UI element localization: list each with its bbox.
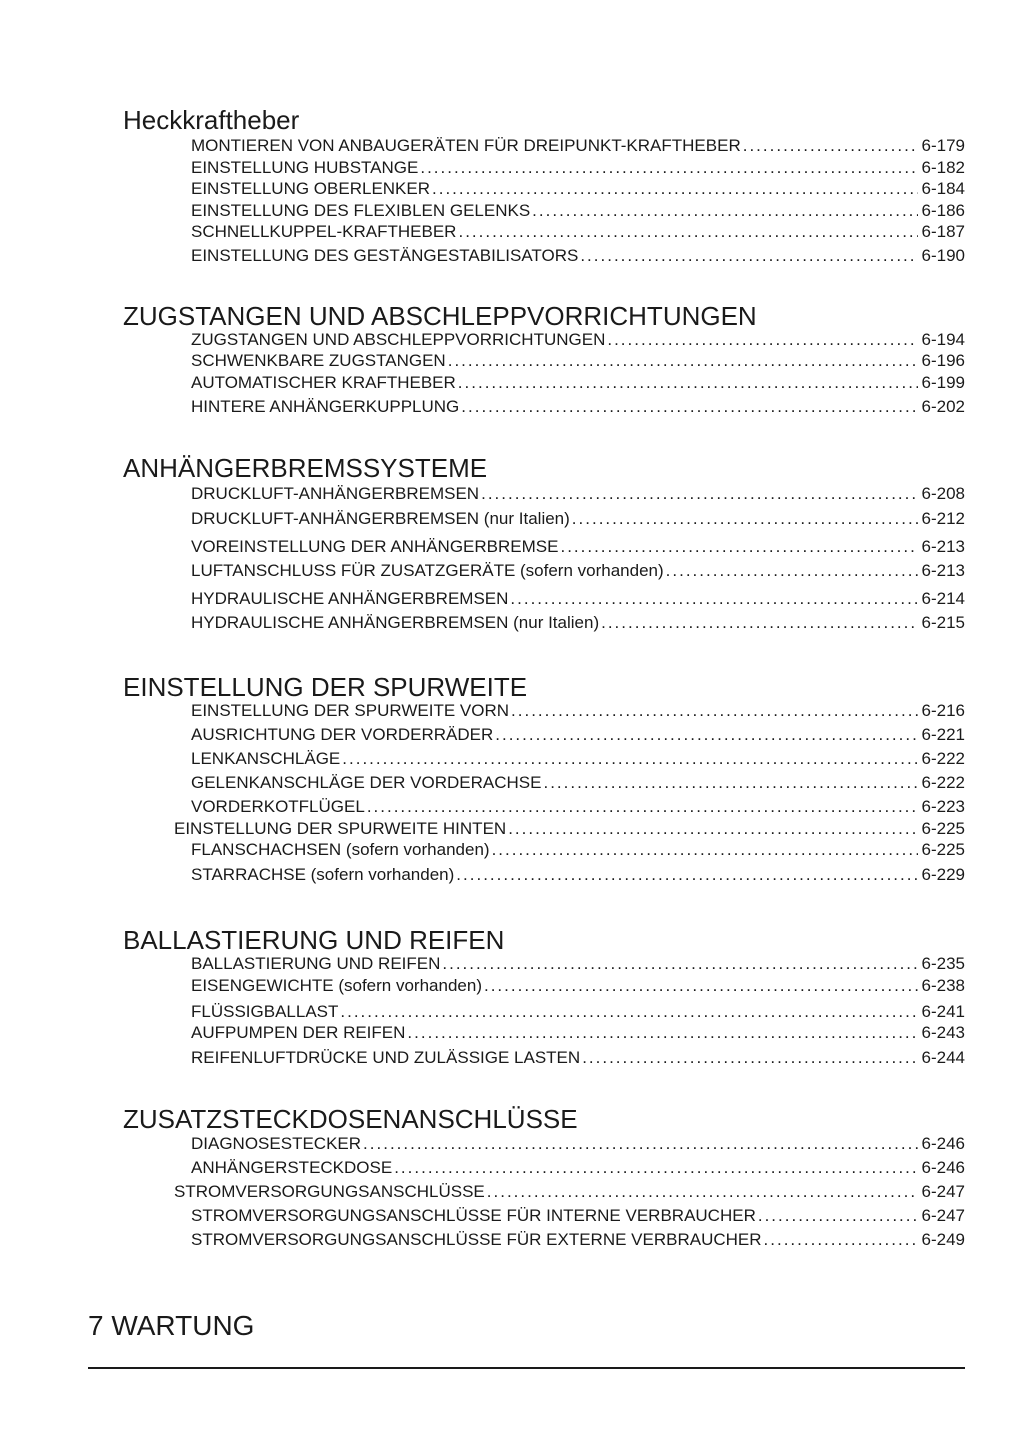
dot-leader: [764, 1229, 918, 1251]
toc-entry-label: STARRACHSE (sofern vorhanden): [191, 865, 455, 884]
toc-entry-page: 6-225: [921, 819, 965, 838]
dot-leader: [508, 818, 917, 840]
dot-leader: [560, 536, 917, 558]
toc-entry-page: 6-187: [921, 222, 965, 241]
dot-leader: [342, 748, 917, 770]
dot-leader: [572, 508, 918, 530]
toc-entry-page: 6-221: [921, 725, 965, 744]
toc-entry[interactable]: [191, 508, 965, 530]
dot-leader: [340, 1001, 917, 1023]
toc-entry-page: 6-247: [921, 1206, 965, 1225]
dot-leader: [532, 200, 917, 222]
toc-entry-page: 6-216: [921, 701, 965, 720]
toc-entry[interactable]: [191, 372, 965, 394]
chapter-title: 7 WARTUNG: [88, 1310, 255, 1341]
toc-entry-page: 6-247: [921, 1182, 965, 1201]
toc-entry-label: EINSTELLUNG DES FLEXIBLEN GELENKS: [191, 201, 531, 220]
toc-entry[interactable]: [191, 396, 965, 418]
toc-entry-label: EINSTELLUNG DER SPURWEITE VORN: [191, 701, 510, 720]
toc-entry-label: HYDRAULISCHE ANHÄNGERBREMSEN (nur Italien): [191, 613, 600, 632]
toc-entry[interactable]: [191, 796, 965, 818]
toc-entry-label: EINSTELLUNG OBERLENKER: [191, 179, 431, 198]
toc-entry[interactable]: [191, 588, 965, 610]
dot-leader: [458, 221, 917, 243]
toc-entry[interactable]: [191, 1229, 965, 1251]
toc-entry[interactable]: [174, 1181, 965, 1203]
toc-entry-page: 6-190: [921, 246, 965, 265]
section-heading-anhaengerbremssysteme: ANHÄNGERBREMSSYSTEME: [123, 453, 488, 483]
dot-leader: [607, 329, 917, 351]
toc-entry-page: 6-235: [921, 954, 965, 973]
toc-entry-label: AUTOMATISCHER KRAFTHEBER: [191, 373, 456, 392]
toc-entry[interactable]: [191, 483, 965, 505]
toc-entry[interactable]: [191, 839, 965, 861]
toc-entry-label: DRUCKLUFT-ANHÄNGERBREMSEN (nur Italien): [191, 509, 570, 528]
section-heading-heckkraftheber: Heckkraftheber: [123, 105, 300, 135]
dot-leader: [510, 588, 917, 610]
dot-leader: [495, 724, 917, 746]
toc-entry-label: STROMVERSORGUNGSANSCHLÜSSE FÜR EXTERNE VERBRAUCHER: [191, 1230, 762, 1249]
dot-leader: [456, 864, 917, 886]
toc-entry[interactable]: [191, 350, 965, 372]
toc-entry-page: 6-222: [921, 773, 965, 792]
toc-entry[interactable]: [191, 1133, 965, 1155]
toc-entry-label: HINTERE ANHÄNGERKUPPLUNG: [191, 397, 460, 416]
toc-entry-page: 6-244: [921, 1048, 965, 1067]
section-heading-zugstangen: ZUGSTANGEN UND ABSCHLEPPVORRICHTUNGEN: [123, 301, 757, 331]
toc-entry-page: 6-199: [921, 373, 965, 392]
dot-leader: [582, 1047, 917, 1069]
toc-entry[interactable]: [191, 1157, 965, 1179]
toc-entry-label: VORDERKOTFLÜGEL: [191, 797, 365, 816]
toc-entry-label: EISENGEWICHTE (sofern vorhanden): [191, 976, 482, 995]
toc-entry[interactable]: [191, 221, 965, 243]
toc-entry-label: REIFENLUFTDRÜCKE UND ZULÄSSIGE LASTEN: [191, 1048, 581, 1067]
toc-entry-label: MONTIEREN VON ANBAUGERÄTEN FÜR DREIPUNKT-KRAFTHEBER: [191, 136, 741, 155]
dot-leader: [407, 1022, 917, 1044]
toc-entry-label: EINSTELLUNG HUBSTANGE: [191, 158, 419, 177]
toc-entry-label: LUFTANSCHLUSS FÜR ZUSATZGERÄTE (sofern vorhanden): [191, 561, 664, 580]
toc-entry[interactable]: [191, 178, 965, 200]
dot-leader: [601, 612, 917, 634]
toc-entry-label: AUSRICHTUNG DER VORDERRÄDER: [191, 725, 494, 744]
toc-entry[interactable]: [174, 818, 965, 840]
dot-leader: [758, 1205, 918, 1227]
toc-entry[interactable]: [191, 1205, 965, 1227]
toc-entry-label: HYDRAULISCHE ANHÄNGERBREMSEN: [191, 589, 509, 608]
toc-entry[interactable]: [191, 975, 965, 997]
dot-leader: [511, 700, 917, 722]
toc-entry-page: 6-238: [921, 976, 965, 995]
dot-leader: [432, 178, 918, 200]
toc-entry-page: 6-215: [921, 613, 965, 632]
dot-leader: [580, 245, 917, 267]
toc-entry[interactable]: [191, 953, 965, 975]
toc-entry-page: 6-223: [921, 797, 965, 816]
section-heading-spurweite: EINSTELLUNG DER SPURWEITE: [123, 672, 528, 702]
toc-entry-page: 6-246: [921, 1158, 965, 1177]
toc-entry-page: 6-196: [921, 351, 965, 370]
toc-entry[interactable]: [191, 245, 965, 267]
toc-entry-page: 6-184: [921, 179, 965, 198]
chapter-divider: [88, 1367, 965, 1369]
toc-entry[interactable]: [191, 200, 965, 222]
toc-entry-label: AUFPUMPEN DER REIFEN: [191, 1023, 406, 1042]
toc-entry-page: 6-182: [921, 158, 965, 177]
dot-leader: [363, 1133, 917, 1155]
toc-entry[interactable]: [191, 700, 965, 722]
toc-entry-label: STROMVERSORGUNGSANSCHLÜSSE FÜR INTERNE VERBRAUCHER: [191, 1206, 756, 1225]
toc-entry-label: DIAGNOSESTECKER: [191, 1134, 362, 1153]
dot-leader: [461, 396, 917, 418]
toc-entry-label: SCHWENKBARE ZUGSTANGEN: [191, 351, 446, 370]
toc-entry-page: 6-194: [921, 330, 965, 349]
toc-entry[interactable]: [191, 1001, 965, 1023]
toc-entry-label: STROMVERSORGUNGSANSCHLÜSSE: [174, 1182, 485, 1201]
toc-entry-page: 6-214: [921, 589, 965, 608]
toc-entry[interactable]: [191, 135, 965, 157]
toc-entry-label: FLANSCHACHSEN (sofern vorhanden): [191, 840, 490, 859]
toc-entry-label: ZUGSTANGEN UND ABSCHLEPPVORRICHTUNGEN: [191, 330, 606, 349]
toc-entry-page: 6-213: [921, 537, 965, 556]
toc-entry[interactable]: [191, 724, 965, 746]
dot-leader: [420, 157, 917, 179]
toc-entry-label: BALLASTIERUNG UND REIFEN: [191, 954, 441, 973]
toc-entry-page: 6-246: [921, 1134, 965, 1153]
toc-entry[interactable]: [191, 157, 965, 179]
toc-entry-label: GELENKANSCHLÄGE DER VORDERACHSE: [191, 773, 542, 792]
toc-entry-page: 6-186: [921, 201, 965, 220]
toc-entry-label: ANHÄNGERSTECKDOSE: [191, 1158, 393, 1177]
dot-leader: [442, 953, 917, 975]
dot-leader: [666, 560, 918, 582]
toc-entry-label: FLÜSSIGBALLAST: [191, 1002, 339, 1021]
dot-leader: [394, 1157, 917, 1179]
toc-entry[interactable]: [191, 864, 965, 886]
dot-leader: [484, 975, 918, 997]
toc-entry[interactable]: [191, 536, 965, 558]
dot-leader: [481, 483, 917, 505]
toc-entry-label: SCHNELLKUPPEL-KRAFTHEBER: [191, 222, 457, 241]
toc-entry-label: LENKANSCHLÄGE: [191, 749, 341, 768]
toc-entry[interactable]: [191, 1022, 965, 1044]
toc-entry[interactable]: [191, 748, 965, 770]
toc-entry-page: 6-213: [921, 561, 965, 580]
toc-entry[interactable]: [191, 560, 965, 582]
toc-entry-page: 6-208: [921, 484, 965, 503]
section-heading-ballastierung: BALLASTIERUNG UND REIFEN: [123, 925, 505, 955]
toc-entry-label: EINSTELLUNG DES GESTÄNGESTABILISATORS: [191, 246, 579, 265]
toc-entry[interactable]: [191, 329, 965, 351]
toc-entry-page: 6-179: [921, 136, 965, 155]
toc-entry-page: 6-241: [921, 1002, 965, 1021]
dot-leader: [492, 839, 918, 861]
toc-entry[interactable]: [191, 1047, 965, 1069]
dot-leader: [487, 1181, 918, 1203]
toc-entry-page: 6-225: [921, 840, 965, 859]
toc-entry[interactable]: [191, 612, 965, 634]
toc-entry-page: 6-222: [921, 749, 965, 768]
toc-entry-label: EINSTELLUNG DER SPURWEITE HINTEN: [174, 819, 507, 838]
dot-leader: [543, 772, 917, 794]
dot-leader: [367, 796, 918, 818]
toc-entry-page: 6-202: [921, 397, 965, 416]
dot-leader: [448, 350, 918, 372]
dot-leader: [458, 372, 918, 394]
toc-entry-page: 6-212: [921, 509, 965, 528]
toc-entry-label: DRUCKLUFT-ANHÄNGERBREMSEN: [191, 484, 480, 503]
toc-entry-page: 6-249: [921, 1230, 965, 1249]
dot-leader: [743, 135, 918, 157]
section-heading-zusatzsteckdosen: ZUSATZSTECKDOSENANSCHLÜSSE: [123, 1104, 578, 1134]
toc-entry-page: 6-243: [921, 1023, 965, 1042]
toc-entry-page: 6-229: [921, 865, 965, 884]
toc-entry-label: VOREINSTELLUNG DER ANHÄNGERBREMSE: [191, 537, 559, 556]
toc-entry[interactable]: [191, 772, 965, 794]
